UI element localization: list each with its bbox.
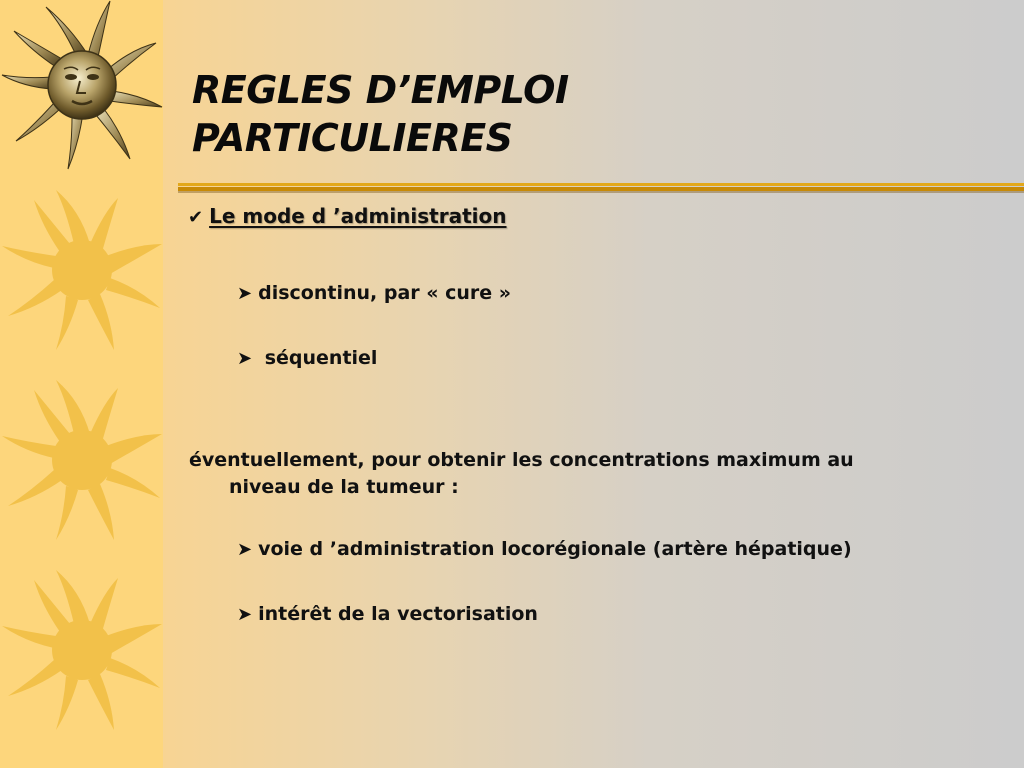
divider-line-bottom — [178, 191, 1024, 193]
sun-icon — [0, 370, 163, 550]
paragraph-line-2: niveau de la tumeur : — [229, 476, 459, 498]
arrowhead-icon: ➤ — [237, 283, 253, 304]
divider-line-top — [178, 183, 1024, 186]
section-heading — [188, 204, 507, 228]
bullet-item — [237, 282, 511, 304]
bullet-item — [237, 538, 852, 560]
slide-title — [192, 66, 832, 162]
bullet-text: intérêt de la vectorisation — [258, 603, 538, 625]
bullet-item — [237, 603, 538, 625]
paragraph-line-1: éventuellement, pour obtenir les concentrations maximum au — [189, 449, 854, 471]
sun-icon — [0, 180, 163, 360]
metal-sun-face-icon — [0, 0, 163, 175]
section-heading-label: Le mode d ’administration — [209, 204, 507, 228]
arrowhead-icon: ➤ — [237, 604, 253, 625]
sun-icon — [0, 560, 163, 740]
decorative-sidebar — [0, 0, 163, 768]
title-line-2: PARTICULIERES — [192, 116, 513, 160]
pencil-check-icon: ✔︎ — [188, 207, 204, 228]
arrowhead-icon: ➤ — [237, 539, 253, 560]
body-paragraph — [189, 447, 949, 501]
title-divider — [178, 183, 1024, 193]
title-line-1: REGLES D’EMPLOI — [192, 68, 569, 112]
arrowhead-icon: ➤ — [237, 348, 253, 369]
bullet-text: voie d ’administration locorégionale (artère hépatique) — [258, 538, 852, 560]
bullet-text: séquentiel — [258, 347, 378, 369]
bullet-item — [237, 347, 377, 369]
bullet-text: discontinu, par « cure » — [258, 282, 512, 304]
